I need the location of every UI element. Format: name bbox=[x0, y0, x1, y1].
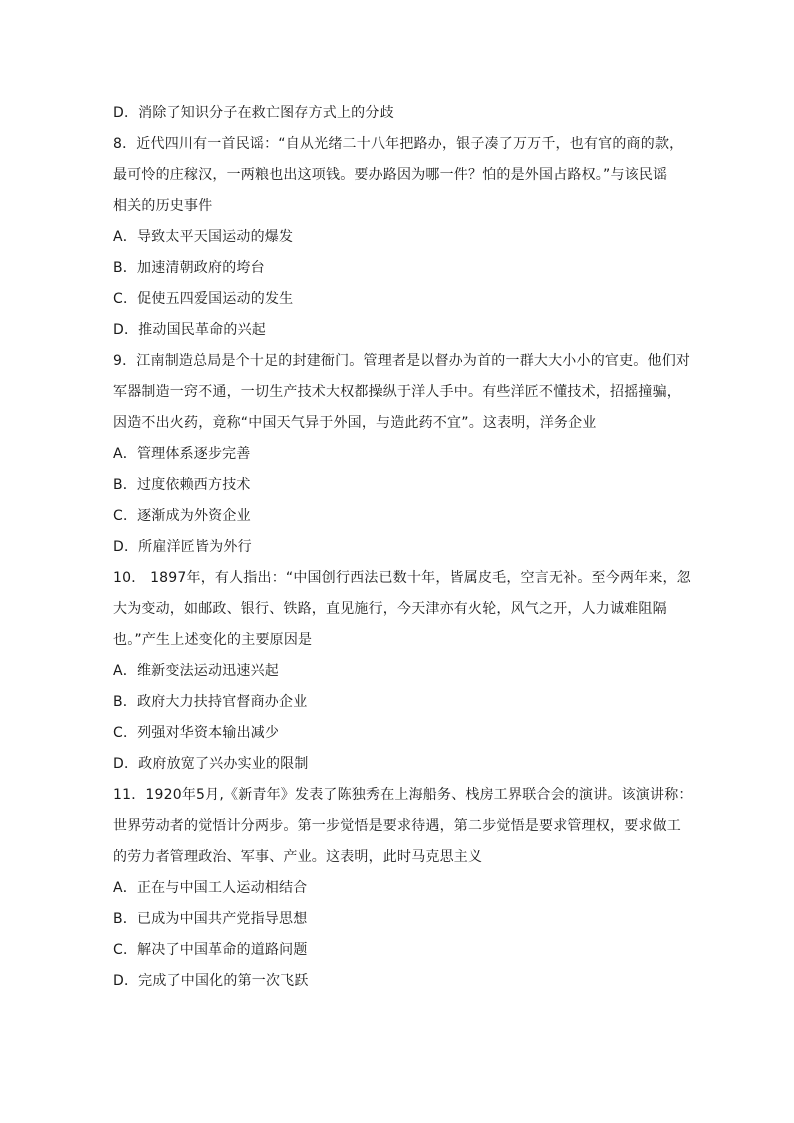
q9-option-b: B．过度依赖西方技术 bbox=[113, 477, 251, 493]
q8-stem-line-1: 8．近代四川有一首民谣：“自从光绪二十八年把路办，银子凑了万万千，也有官的商的款， bbox=[113, 136, 684, 152]
q10-option-a: A．维新变法运动迅速兴起 bbox=[113, 663, 279, 679]
q10-stem-line-3: 也。”产生上述变化的主要原因是 bbox=[113, 632, 313, 648]
q11-option-a: A．正在与中国工人运动相结合 bbox=[113, 880, 308, 896]
q10-option-b: B．政府大力扶持官督商办企业 bbox=[113, 694, 308, 710]
q11-option-b: B．已成为中国共产党指导思想 bbox=[113, 911, 308, 927]
q11-option-c: C．解决了中国革命的道路问题 bbox=[113, 942, 308, 958]
q9-stem-line-2: 军器制造一窍不通，一切生产技术大权都操纵于洋人手中。有些洋匠不懂技术，招摇撞骗， bbox=[113, 384, 681, 400]
q10-stem-line-1: 10． 1897年，有人指出：“中国创行西法已数十年，皆属皮毛，空言无补。至今两年来，忽 bbox=[113, 570, 691, 586]
q11-option-d: D．完成了中国化的第一次飞跃 bbox=[113, 973, 309, 989]
q8-option-a: A．导致太平天国运动的爆发 bbox=[113, 229, 294, 245]
question-8 bbox=[113, 129, 693, 346]
q11-stem-line-3: 的劳力者管理政治、军事、产业。这表明，此时马克思主义 bbox=[113, 849, 483, 865]
q9-option-a: A．管理体系逐步完善 bbox=[113, 446, 251, 462]
q11-stem-line-1: 11．1920年5月,《新青年》发表了陈独秀在上海船务、栈房工界联合会的演讲。该演讲称： bbox=[113, 787, 693, 803]
q8-stem-line-3: 相关的历史事件 bbox=[113, 198, 213, 214]
q11-stem-line-2: 世界劳动者的觉悟计分两步。第一步觉悟是要求待遇，第二步觉悟是要求管理权，要求做工 bbox=[113, 818, 681, 834]
q8-option-c: C．促使五四爱国运动的发生 bbox=[113, 291, 294, 307]
question-9 bbox=[113, 346, 693, 563]
q10-option-c: C．列强对华资本输出减少 bbox=[113, 725, 280, 741]
q9-stem-line-3: 因造不出火药，竟称“中国天气异于外国，与造此药不宜”。这表明，洋务企业 bbox=[113, 415, 597, 431]
q8-option-d: D．推动国民革命的兴起 bbox=[113, 322, 266, 338]
q10-option-d: D．政府放宽了兴办实业的限制 bbox=[113, 756, 309, 772]
question-11 bbox=[113, 780, 693, 997]
q8-option-b: B．加速清朝政府的垮台 bbox=[113, 260, 265, 276]
q7-option-d: D．消除了知识分子在救亡图存方式上的分歧 bbox=[113, 105, 394, 121]
question-10 bbox=[113, 563, 693, 780]
question-content bbox=[113, 98, 693, 997]
q8-stem-line-2: 最可怜的庄稼汉，一两粮也出这项钱。要办路因为哪一件？怕的是外国占路权。”与该民谣 bbox=[113, 167, 668, 183]
q9-stem-line-1: 9．江南制造总局是个十足的封建衙门。管理者是以督办为首的一群大大小小的官吏。他们对 bbox=[113, 353, 691, 369]
q9-option-d: D．所雇洋匠皆为外行 bbox=[113, 539, 252, 555]
q10-stem-line-2: 大为变动，如邮政、银行、铁路，直见施行，今天津亦有火轮，风气之开，人力诚难阻隔 bbox=[113, 601, 667, 617]
q9-option-c: C．逐渐成为外资企业 bbox=[113, 508, 251, 524]
